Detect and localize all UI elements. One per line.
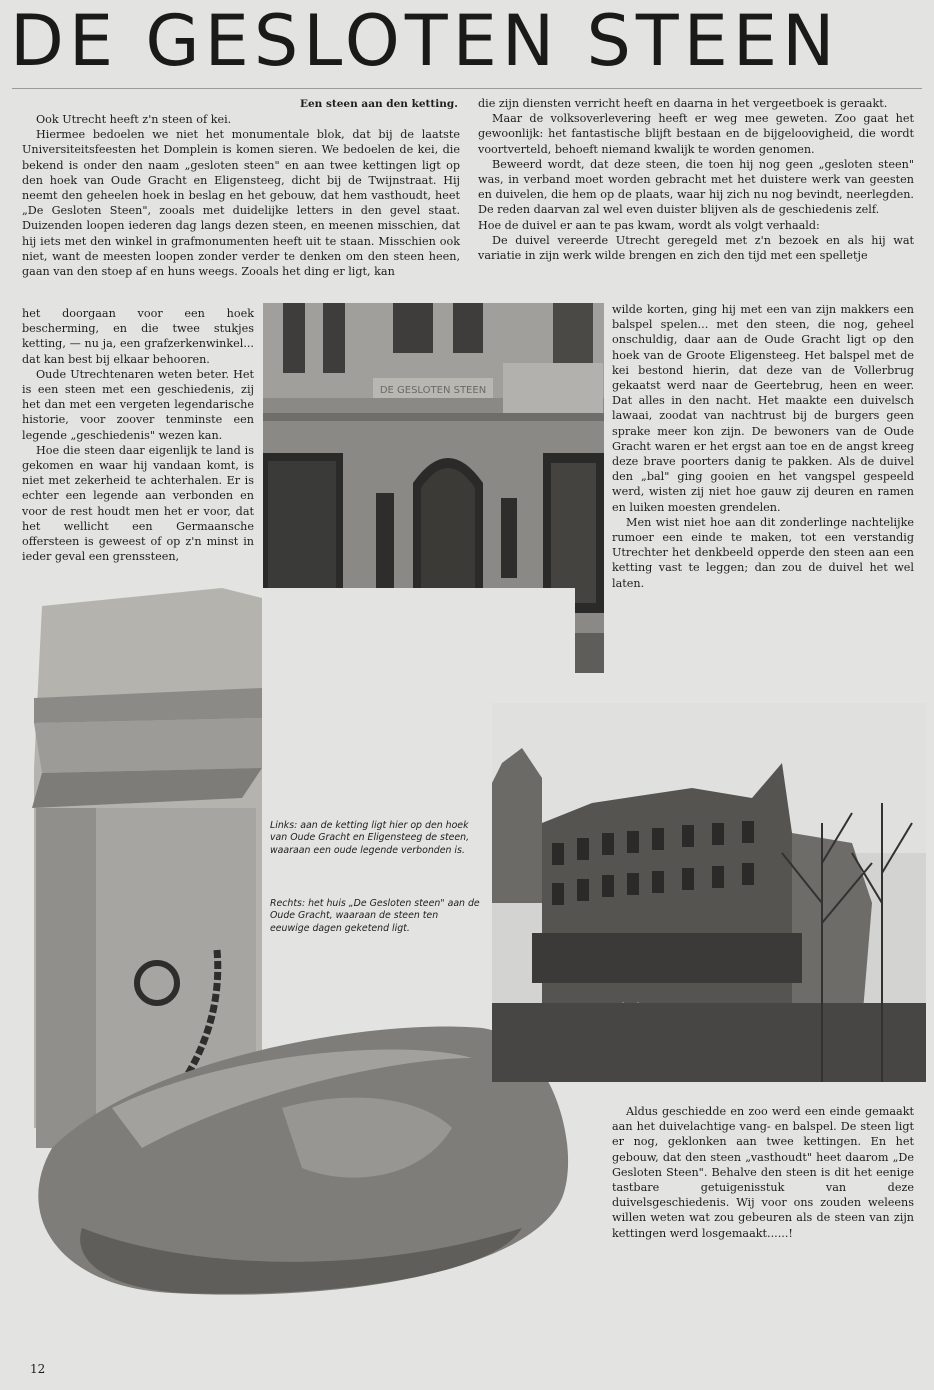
paragraph: Hiermee bedoelen we niet het monumentale blok, dat bij de laatste Universiteitsfeesten het Domplein is komen sieren. We bedoelen de kei, die bekend is onder den naam „gesloten steen" en aan twee kettingen ligt op den hoek van Oude Gracht en Eligensteeg, dicht bij de Twijnstraat. Hij neemt den geheelen hoek in beslag en het gebouw, dat hem vasthoudt, heet „De Gesloten Steen", zooals met duidelijke letters in den gevel staat. Duizenden loopen iederen dag langs dezen steen, en meenen misschien, dat hij iets met den winkel in grafmonumenten heeft uit te staan. Misschien ook niet, want de meesten loopen zonder verder te denken om den steen heen, gaan van den stoep af en huns weegs. Zooals het ding er ligt, kan (22, 128, 460, 279)
paragraph: wilde korten, ging hij met een van zijn makkers een balspel spelen... met den steen, die nog, geheel onschuldig, daar aan de Oude Gracht ligt op den hoek van de Groote Eligensteeg. Het balspel met de kei bestond hierin, dat deze van de Vollerbrug gekaatst werd naar de Geertebrug, heen en weer. Dat alles in den nacht. Het maakte een duivelsch lawaai, zoodat van nachtrust bij de burgers geen sprake meer kon zijn. De bewoners van de Oude Gracht waren er het ergst aan toe en de angst kreeg deze brave poorters danig te pakken. Als de duivel den „bal" ging gooien en het vangspel gespeeld werd, wisten zij niet hoe gauw zij deuren en ramen en luiken moesten grendelen. (612, 303, 914, 514)
paragraph: Maar de volksoverlevering heeft er weg mee geweten. Zoo gaat het gewoonlijk: het fantastische blijft bestaan en de bijgeloovigheid, die wordt voortverteld, behoeft niemand kwalijk te worden genomen. (478, 112, 914, 156)
paragraph: die zijn diensten verricht heeft en daarna in het vergeetboek is geraakt. (478, 97, 888, 110)
column-2-narrow (612, 302, 914, 591)
paragraph: het doorgaan voor een hoek bescherming, en die twee stukjes ketting, — nu ja, een grafzerkenwinkel... dat kan best bij elkaar behooren. (22, 307, 254, 366)
closing-paragraph (612, 1104, 914, 1241)
column-2-top (478, 96, 914, 263)
facade-inscription: DE GESLOTEN STEEN (379, 385, 487, 396)
building-illustration (492, 703, 926, 1082)
paragraph: Hoe de duivel er aan te pas kwam, wordt als volgt verhaald: (478, 218, 820, 232)
paragraph: Oude Utrechtenaren weten beter. Het is een steen met een geschiedenis, zij het dan met een vergeten legendarische historie, voor zoover tenminste een legende „geschiedenis" wezen kan. (22, 367, 254, 442)
paragraph: Hoe die steen daar eigenlijk te land is gekomen en waar hij vandaan komt, is niet met zekerheid te achterhalen. Er is echter een legende aan verbonden en voor de rest houdt men het er voor, dat het wellicht een Germaansche offersteen is geweest of op z'n minst in ieder geval een grenssteen, (22, 443, 254, 564)
title-rule (12, 88, 922, 89)
paragraph: De duivel vereerde Utrecht geregeld met z'n bezoek en als hij wat variatie in zijn werk wilde brengen en zich den tijd met een spelletje (478, 233, 914, 263)
page-title: DE GESLOTEN STEEN (10, 0, 840, 82)
caption-right: Rechts: het huis „De Gesloten steen" aan de Oude Gracht, waaraan de steen ten eeuwige dagen geketend ligt. (270, 898, 480, 934)
paragraph: Beweerd wordt, dat deze steen, die toen hij nog geen „gesloten steen" was, in verband moet worden gebracht met het duistere werk van geesten en duivelen, die hem op de plaats, waar hij zich nu nog bevindt, neerlegden. De reden daarvan zal wel even duister blijven als de geschiedenis zelf. (478, 157, 914, 217)
column-1-narrow (22, 306, 254, 564)
building-photo (492, 703, 926, 1082)
caption-left: Links: aan de ketting ligt hier op den hoek van Oude Gracht en Eligensteeg de steen, waaraan een oude legende verbonden is. (270, 820, 470, 856)
page-number: 12 (30, 1362, 46, 1376)
column-1-top (22, 112, 460, 279)
paragraph: Aldus geschiedde en zoo werd een einde gemaakt aan het duivelachtige vang- en balspel. De steen ligt er nog, geklonken aan twee kettingen. En het gebouw, dat den steen „vasthoudt" heet daarom „De Gesloten Steen". Behalve den steen is dit het eenige tastbare getuigenisstuk van deze duivelsgeschiedenis. Wij voor ons zouden weleens willen weten wat zou gebeuren als de steen van zijn kettingen werd losgemaakt......! (612, 1105, 914, 1240)
paragraph: Men wist niet hoe aan dit zonderlinge nachtelijke rumoer een einde te maken, tot een verstandig Utrechter het denkbeeld opperde den steen aan een ketting vast te leggen; dan zou de duivel het wel laten. (612, 515, 914, 590)
subheading: Een steen aan den ketting. (300, 98, 458, 110)
paragraph: Ook Utrecht heeft z'n steen of kei. (36, 113, 232, 126)
